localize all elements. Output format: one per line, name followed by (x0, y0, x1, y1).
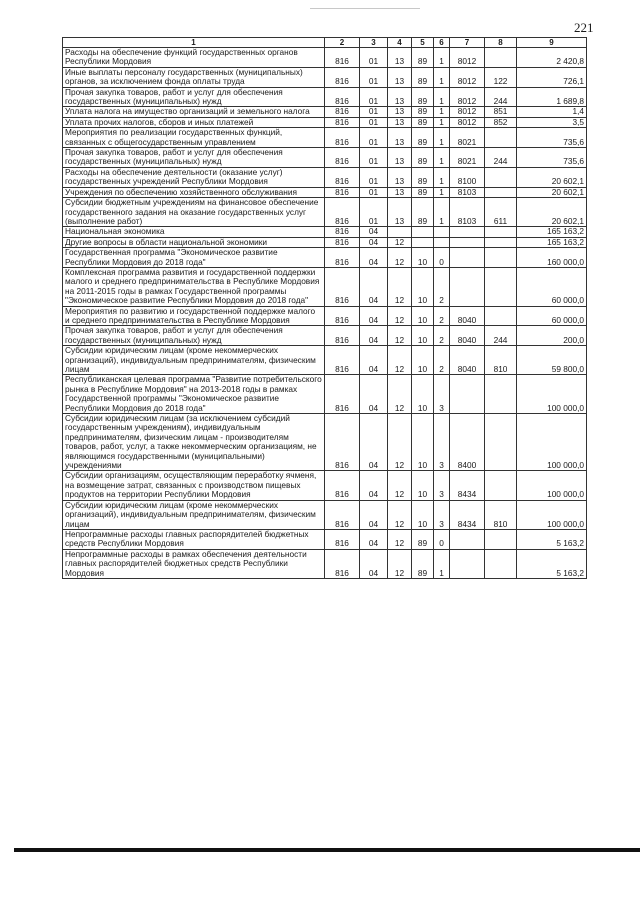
row-name-cell: Республиканская целевая программа "Развитие потребительского рынка в Республике Мордовия" на 2013-2018 годы в рамках Государственной программы "Экономическое развитие Республики Мордовия до 2018 года" (63, 375, 325, 414)
target-article-cell: 8400 (450, 414, 485, 471)
subsection-code-cell: 13 (388, 187, 412, 197)
table-row (63, 107, 587, 117)
expense-type-cell: 852 (485, 117, 517, 127)
section-code-cell: 04 (360, 267, 388, 306)
target-article-cell: 8021 (450, 128, 485, 148)
amount-cell: 100 000,0 (517, 414, 587, 471)
amount-cell: 3,5 (517, 117, 587, 127)
expense-type-cell (485, 306, 517, 326)
subprogram-code-cell: 1 (434, 148, 450, 168)
section-code-cell: 04 (360, 237, 388, 247)
expense-type-cell: 851 (485, 107, 517, 117)
row-name-cell: Уплата налога на имущество организаций и земельного налога (63, 107, 325, 117)
row-name-cell: Уплата прочих налогов, сборов и иных платежей (63, 117, 325, 127)
ministry-code-cell: 816 (325, 148, 360, 168)
target-article-cell: 8103 (450, 198, 485, 227)
column-header: 4 (388, 38, 412, 48)
row-name-cell: Прочая закупка товаров, работ и услуг для обеспечения государственных (муниципальных) нужд (63, 326, 325, 346)
row-name-cell: Мероприятия по реализации государственных функций, связанных с общегосударственным управлением (63, 128, 325, 148)
expense-type-cell: 244 (485, 326, 517, 346)
program-code-cell: 10 (412, 500, 434, 529)
subprogram-code-cell: 3 (434, 471, 450, 500)
table-row (63, 167, 587, 187)
subsection-code-cell: 12 (388, 549, 412, 578)
program-code-cell: 89 (412, 67, 434, 87)
subprogram-code-cell: 1 (434, 87, 450, 107)
ministry-code-cell: 816 (325, 500, 360, 529)
section-code-cell: 04 (360, 248, 388, 268)
expense-type-cell (485, 248, 517, 268)
table-body (63, 48, 587, 579)
target-article-cell: 8021 (450, 148, 485, 168)
table-row (63, 414, 587, 471)
program-code-cell: 89 (412, 117, 434, 127)
section-code-cell: 04 (360, 306, 388, 326)
subprogram-code-cell: 1 (434, 107, 450, 117)
ministry-code-cell: 816 (325, 529, 360, 549)
table-row (63, 237, 587, 247)
table-row (63, 117, 587, 127)
subsection-code-cell (388, 227, 412, 237)
amount-cell: 20 602,1 (517, 167, 587, 187)
subprogram-code-cell: 1 (434, 549, 450, 578)
ministry-code-cell: 816 (325, 248, 360, 268)
subprogram-code-cell (434, 227, 450, 237)
subprogram-code-cell: 3 (434, 375, 450, 414)
ministry-code-cell: 816 (325, 187, 360, 197)
section-code-cell: 01 (360, 187, 388, 197)
row-name-cell: Государственная программа "Экономическое развитие Республики Мордовия до 2018 года" (63, 248, 325, 268)
subsection-code-cell: 12 (388, 237, 412, 247)
program-code-cell: 89 (412, 198, 434, 227)
expense-type-cell: 244 (485, 148, 517, 168)
table-row (63, 148, 587, 168)
section-code-cell: 01 (360, 198, 388, 227)
ministry-code-cell: 816 (325, 326, 360, 346)
subprogram-code-cell (434, 237, 450, 247)
ministry-code-cell: 816 (325, 167, 360, 187)
table-header (63, 38, 587, 48)
section-code-cell: 04 (360, 326, 388, 346)
target-article-cell: 8012 (450, 117, 485, 127)
amount-cell: 100 000,0 (517, 375, 587, 414)
subsection-code-cell: 13 (388, 198, 412, 227)
page-number: 221 (574, 20, 594, 35)
amount-cell: 100 000,0 (517, 471, 587, 500)
table-row (63, 267, 587, 306)
row-name-cell: Расходы на обеспечение деятельности (оказание услуг) государственных учреждений Республики Мордовия (63, 167, 325, 187)
table-row (63, 87, 587, 107)
target-article-cell (450, 227, 485, 237)
row-name-cell: Прочая закупка товаров, работ и услуг для обеспечения государственных (муниципальных) нужд (63, 87, 325, 107)
ministry-code-cell: 816 (325, 87, 360, 107)
ministry-code-cell: 816 (325, 107, 360, 117)
amount-cell: 1,4 (517, 107, 587, 117)
expense-type-cell (485, 471, 517, 500)
subsection-code-cell: 13 (388, 48, 412, 68)
subsection-code-cell: 12 (388, 471, 412, 500)
row-name-cell: Другие вопросы в области национальной экономики (63, 237, 325, 247)
subprogram-code-cell: 2 (434, 326, 450, 346)
amount-cell: 59 800,0 (517, 346, 587, 375)
expense-type-cell: 244 (485, 87, 517, 107)
expense-type-cell (485, 375, 517, 414)
amount-cell: 5 163,2 (517, 549, 587, 578)
section-code-cell: 01 (360, 148, 388, 168)
table-row (63, 227, 587, 237)
subprogram-code-cell: 1 (434, 67, 450, 87)
subprogram-code-cell: 1 (434, 167, 450, 187)
row-name-cell: Расходы на обеспечение функций государственных органов Республики Мордовия (63, 48, 325, 68)
ministry-code-cell: 816 (325, 471, 360, 500)
ministry-code-cell: 816 (325, 67, 360, 87)
target-article-cell: 8103 (450, 187, 485, 197)
subprogram-code-cell: 2 (434, 306, 450, 326)
expense-type-cell (485, 167, 517, 187)
amount-cell: 726,1 (517, 67, 587, 87)
row-name-cell: Прочая закупка товаров, работ и услуг для обеспечения государственных (муниципальных) нужд (63, 148, 325, 168)
ministry-code-cell: 816 (325, 237, 360, 247)
expense-type-cell (485, 187, 517, 197)
ministry-code-cell: 816 (325, 117, 360, 127)
table-row (63, 306, 587, 326)
row-name-cell: Непрограммные расходы в рамках обеспечения деятельности главных распорядителей бюджетных средств Республики Мордовия (63, 549, 325, 578)
row-name-cell: Мероприятия по развитию и государственной поддержке малого и среднего предпринимательства в Республике Мордовия (63, 306, 325, 326)
table-row (63, 48, 587, 68)
target-article-cell: 8012 (450, 87, 485, 107)
table-row (63, 549, 587, 578)
column-header: 3 (360, 38, 388, 48)
target-article-cell: 8434 (450, 500, 485, 529)
subsection-code-cell: 12 (388, 414, 412, 471)
page-bottom-rule (14, 848, 640, 852)
ministry-code-cell: 816 (325, 198, 360, 227)
section-code-cell: 04 (360, 471, 388, 500)
amount-cell: 160 000,0 (517, 248, 587, 268)
row-name-cell: Комплексная программа развития и государственной поддержки малого и среднего предпринимательства в Республике Мордовия на 2011-2015 годы в рамках Государственной программы "Экономическое развитие Республики Мордовия до 2018 года" (63, 267, 325, 306)
section-code-cell: 01 (360, 167, 388, 187)
program-code-cell: 89 (412, 128, 434, 148)
expense-type-cell: 611 (485, 198, 517, 227)
subsection-code-cell: 12 (388, 248, 412, 268)
subprogram-code-cell: 1 (434, 48, 450, 68)
table-row (63, 326, 587, 346)
target-article-cell: 8012 (450, 48, 485, 68)
target-article-cell: 8040 (450, 346, 485, 375)
expense-type-cell (485, 227, 517, 237)
column-header: 7 (450, 38, 485, 48)
expense-type-cell (485, 267, 517, 306)
section-code-cell: 01 (360, 117, 388, 127)
subsection-code-cell: 13 (388, 67, 412, 87)
table-row (63, 187, 587, 197)
amount-cell: 5 163,2 (517, 529, 587, 549)
target-article-cell: 8012 (450, 67, 485, 87)
row-name-cell: Субсидии организациям, осуществляющим переработку ячменя, на возмещение затрат, связанных с производством пищевых продуктов на территории Республики Мордовия (63, 471, 325, 500)
program-code-cell: 10 (412, 414, 434, 471)
program-code-cell: 10 (412, 306, 434, 326)
target-article-cell (450, 529, 485, 549)
expense-type-cell: 810 (485, 500, 517, 529)
target-article-cell: 8040 (450, 306, 485, 326)
table-row (63, 248, 587, 268)
subprogram-code-cell: 3 (434, 500, 450, 529)
subprogram-code-cell: 3 (434, 414, 450, 471)
section-code-cell: 01 (360, 67, 388, 87)
ministry-code-cell: 816 (325, 414, 360, 471)
subprogram-code-cell: 1 (434, 198, 450, 227)
row-name-cell: Субсидии бюджетным учреждениям на финансовое обеспечение государственного задания на оказание государственных услуг (выполнение работ) (63, 198, 325, 227)
program-code-cell: 10 (412, 346, 434, 375)
program-code-cell: 89 (412, 87, 434, 107)
ministry-code-cell: 816 (325, 267, 360, 306)
column-header: 9 (517, 38, 587, 48)
subprogram-code-cell: 2 (434, 267, 450, 306)
section-code-cell: 04 (360, 414, 388, 471)
table-row (63, 67, 587, 87)
subsection-code-cell: 12 (388, 267, 412, 306)
section-code-cell: 01 (360, 48, 388, 68)
section-code-cell: 04 (360, 500, 388, 529)
program-code-cell (412, 227, 434, 237)
subprogram-code-cell: 1 (434, 117, 450, 127)
ministry-code-cell: 816 (325, 48, 360, 68)
program-code-cell (412, 237, 434, 247)
target-article-cell (450, 549, 485, 578)
column-header: 2 (325, 38, 360, 48)
target-article-cell: 8100 (450, 167, 485, 187)
row-name-cell: Субсидии юридическим лицам (кроме некоммерческих организаций), индивидуальным предпринимателям, физическим лицам (63, 500, 325, 529)
expense-type-cell: 810 (485, 346, 517, 375)
table-row (63, 375, 587, 414)
amount-cell: 60 000,0 (517, 306, 587, 326)
subprogram-code-cell: 0 (434, 529, 450, 549)
subprogram-code-cell: 2 (434, 346, 450, 375)
subsection-code-cell: 12 (388, 529, 412, 549)
program-code-cell: 89 (412, 167, 434, 187)
budget-table (62, 37, 587, 579)
section-code-cell: 01 (360, 87, 388, 107)
subsection-code-cell: 13 (388, 128, 412, 148)
expense-type-cell (485, 48, 517, 68)
section-code-cell: 01 (360, 107, 388, 117)
program-code-cell: 10 (412, 471, 434, 500)
amount-cell: 735,6 (517, 148, 587, 168)
expense-type-cell (485, 414, 517, 471)
ministry-code-cell: 816 (325, 128, 360, 148)
subprogram-code-cell: 1 (434, 128, 450, 148)
column-header: 5 (412, 38, 434, 48)
subsection-code-cell: 12 (388, 500, 412, 529)
program-code-cell: 89 (412, 187, 434, 197)
program-code-cell: 89 (412, 48, 434, 68)
target-article-cell (450, 267, 485, 306)
row-name-cell: Субсидии юридическим лицам (кроме некоммерческих организаций), индивидуальным предпринимателям, физическим лицам (63, 346, 325, 375)
amount-cell: 735,6 (517, 128, 587, 148)
subsection-code-cell: 13 (388, 148, 412, 168)
column-header: 6 (434, 38, 450, 48)
expense-type-cell: 122 (485, 67, 517, 87)
subsection-code-cell: 13 (388, 117, 412, 127)
header-row (63, 38, 587, 48)
table-row (63, 128, 587, 148)
amount-cell: 1 689,8 (517, 87, 587, 107)
target-article-cell (450, 375, 485, 414)
table-row (63, 471, 587, 500)
ministry-code-cell: 816 (325, 227, 360, 237)
subprogram-code-cell: 0 (434, 248, 450, 268)
section-code-cell: 04 (360, 227, 388, 237)
target-article-cell: 8040 (450, 326, 485, 346)
ministry-code-cell: 816 (325, 306, 360, 326)
table-row (63, 198, 587, 227)
amount-cell: 165 163,2 (517, 227, 587, 237)
ministry-code-cell: 816 (325, 375, 360, 414)
ministry-code-cell: 816 (325, 549, 360, 578)
program-code-cell: 10 (412, 326, 434, 346)
program-code-cell: 89 (412, 529, 434, 549)
ministry-code-cell: 816 (325, 346, 360, 375)
program-code-cell: 89 (412, 148, 434, 168)
section-code-cell: 04 (360, 375, 388, 414)
subsection-code-cell: 12 (388, 346, 412, 375)
subsection-code-cell: 12 (388, 326, 412, 346)
subsection-code-cell: 13 (388, 167, 412, 187)
amount-cell: 100 000,0 (517, 500, 587, 529)
row-name-cell: Субсидии юридическим лицам (за исключением субсидий государственным учреждениям), индивидуальным предпринимателям, физическим лицам - производителям товаров, работ, услуг, а также некоммерческим организациям, не являющимся государственными (муниципальными) учреждениями (63, 414, 325, 471)
amount-cell: 165 163,2 (517, 237, 587, 247)
row-name-cell: Иные выплаты персоналу государственных (муниципальных) органов, за исключением фонда оплаты труда (63, 67, 325, 87)
scan-artifact (310, 8, 420, 9)
expense-type-cell (485, 529, 517, 549)
section-code-cell: 04 (360, 549, 388, 578)
target-article-cell: 8434 (450, 471, 485, 500)
section-code-cell: 04 (360, 529, 388, 549)
subprogram-code-cell: 1 (434, 187, 450, 197)
subsection-code-cell: 13 (388, 87, 412, 107)
expense-type-cell (485, 128, 517, 148)
program-code-cell: 10 (412, 267, 434, 306)
program-code-cell: 89 (412, 107, 434, 117)
column-header: 1 (63, 38, 325, 48)
amount-cell: 200,0 (517, 326, 587, 346)
section-code-cell: 01 (360, 128, 388, 148)
target-article-cell: 8012 (450, 107, 485, 117)
amount-cell: 20 602,1 (517, 198, 587, 227)
column-header: 8 (485, 38, 517, 48)
subsection-code-cell: 12 (388, 306, 412, 326)
amount-cell: 20 602,1 (517, 187, 587, 197)
section-code-cell: 04 (360, 346, 388, 375)
amount-cell: 60 000,0 (517, 267, 587, 306)
row-name-cell: Непрограммные расходы главных распорядителей бюджетных средств Республики Мордовия (63, 529, 325, 549)
subsection-code-cell: 12 (388, 375, 412, 414)
program-code-cell: 89 (412, 549, 434, 578)
table-row (63, 500, 587, 529)
table-row (63, 346, 587, 375)
program-code-cell: 10 (412, 375, 434, 414)
target-article-cell (450, 237, 485, 247)
program-code-cell: 10 (412, 248, 434, 268)
expense-type-cell (485, 549, 517, 578)
expense-type-cell (485, 237, 517, 247)
amount-cell: 2 420,8 (517, 48, 587, 68)
subsection-code-cell: 13 (388, 107, 412, 117)
table-row (63, 529, 587, 549)
row-name-cell: Национальная экономика (63, 227, 325, 237)
target-article-cell (450, 248, 485, 268)
row-name-cell: Учреждения по обеспечению хозяйственного обслуживания (63, 187, 325, 197)
